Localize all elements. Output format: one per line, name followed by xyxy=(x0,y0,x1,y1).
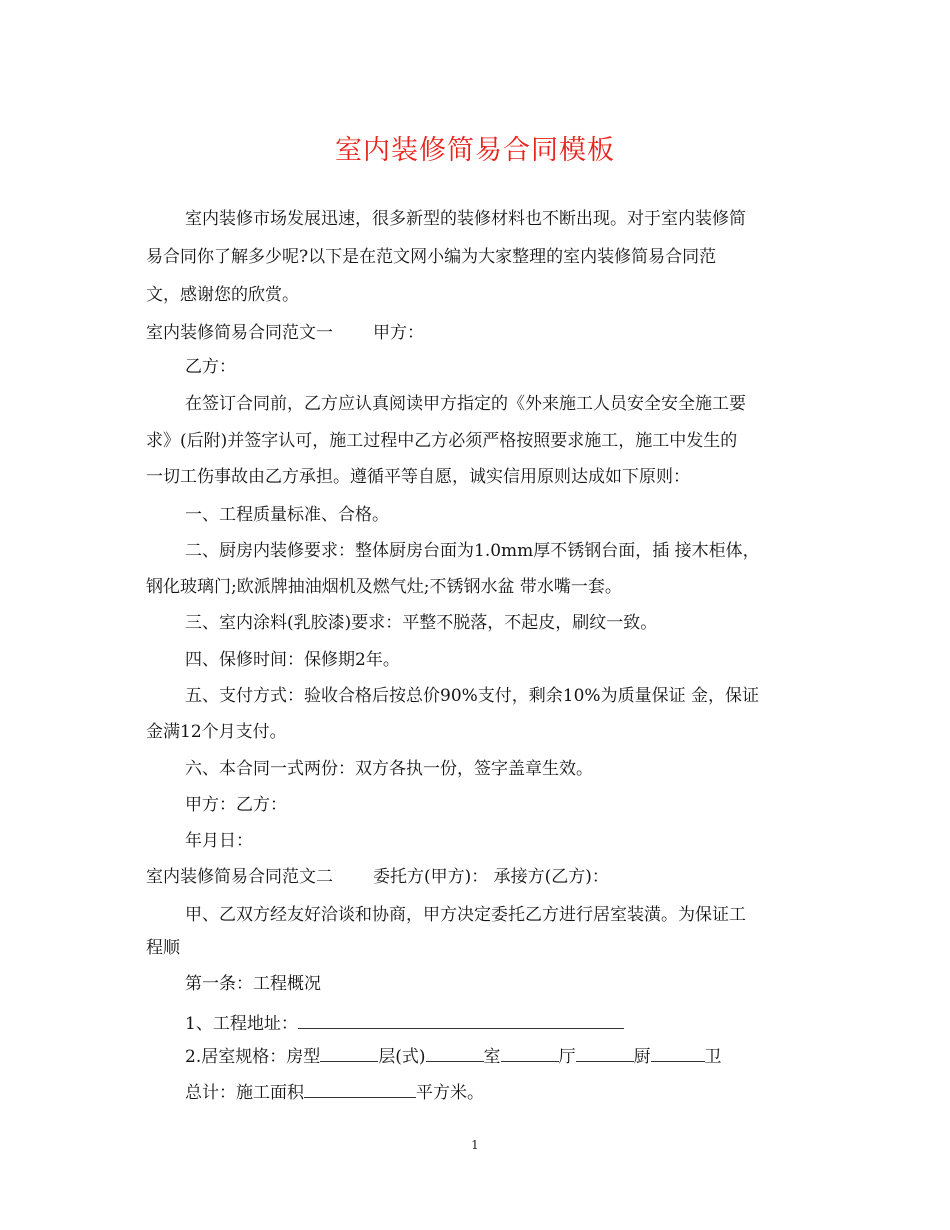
sample2-heading-row xyxy=(146,865,609,889)
sample1-party-b: 乙方： xyxy=(185,357,236,377)
layout-row xyxy=(185,1045,722,1069)
layout-ting: 厅 xyxy=(558,1047,576,1067)
intro-line-3: 文，感谢您的欣赏。 xyxy=(146,285,299,305)
clause-3: 三、室内涂料(乳胶漆)要求：平整不脱落，不起皮，刷纹一致。 xyxy=(185,613,658,633)
area-blank[interactable] xyxy=(304,1081,416,1098)
address-blank[interactable] xyxy=(298,1012,624,1029)
sample1-preamble-line-1: 在签订合同前，乙方应认真阅读甲方指定的《外来施工人员安全安全施工要 xyxy=(185,394,746,414)
intro-line-1: 室内装修市场发展迅速，很多新型的装修材料也不断出现。对于室内装修简 xyxy=(185,209,746,229)
sample2-preamble-line-2: 程顺 xyxy=(146,938,180,958)
sample2-parties: 委托方(甲方)： 承接方(乙方)： xyxy=(373,867,609,887)
layout-ceng: 层(式) xyxy=(378,1047,426,1067)
sample2-heading: 室内装修简易合同范文二 xyxy=(146,867,333,887)
clause-2-line-2: 钢化玻璃门;欧派牌抽油烟机及燃气灶;不锈钢水盆 带水嘴一套。 xyxy=(146,577,622,597)
area-suffix: 平方米。 xyxy=(416,1083,484,1103)
sample1-preamble-line-3: 一切工伤事故由乙方承担。遵循平等自愿，诚实信用原则达成如下原则： xyxy=(146,467,690,487)
layout-shi: 室 xyxy=(483,1047,501,1067)
sample1-preamble-line-2: 求》(后附)并签字认可，施工过程中乙方必须严格按照要求施工，施工中发生的 xyxy=(146,431,738,451)
clause-5-line-1: 五、支付方式：验收合格后按总价90%支付，剩余10%为质量保证 金，保证 xyxy=(185,686,759,706)
layout-blank-room[interactable] xyxy=(501,1045,559,1062)
page-number: 1 xyxy=(471,1138,479,1152)
layout-blank-floor[interactable] xyxy=(426,1045,484,1062)
clause-6: 六、本合同一式两份：双方各执一份，签字盖章生效。 xyxy=(185,759,593,779)
signature-line: 甲方：乙方： xyxy=(185,795,287,815)
intro-line-2: 易合同你了解多少呢?以下是在范文网小编为大家整理的室内装修简易合同范 xyxy=(146,247,717,267)
layout-blank-type[interactable] xyxy=(320,1045,378,1062)
address-row xyxy=(185,1012,624,1036)
layout-chu: 厨 xyxy=(633,1047,651,1067)
area-row xyxy=(185,1081,484,1105)
sample1-heading-row xyxy=(146,321,424,345)
area-prefix: 总计：施工面积 xyxy=(185,1083,304,1103)
layout-wei: 卫 xyxy=(704,1047,722,1067)
document-title: 室内装修简易合同模板 xyxy=(335,135,615,166)
date-line: 年月日： xyxy=(185,831,253,851)
sample1-party-a: 甲方： xyxy=(373,323,424,343)
clause-2-line-1: 二、厨房内装修要求：整体厨房台面为1.0mm厚不锈钢台面，插 接木柜体， xyxy=(185,541,760,561)
clause-4: 四、保修时间：保修期2年。 xyxy=(185,650,400,670)
clause-5-line-2: 金满12个月支付。 xyxy=(146,722,287,742)
clause-1: 一、工程质量标准、合格。 xyxy=(185,505,389,525)
article-1-heading: 第一条：工程概况 xyxy=(185,974,321,994)
layout-prefix: 2.居室规格：房型 xyxy=(185,1047,321,1067)
layout-blank-kitchen[interactable] xyxy=(651,1045,705,1062)
layout-blank-hall[interactable] xyxy=(576,1045,634,1062)
address-label: 1、工程地址： xyxy=(185,1014,298,1034)
sample1-heading: 室内装修简易合同范文一 xyxy=(146,323,333,343)
sample2-preamble-line-1: 甲、乙双方经友好洽谈和协商，甲方决定委托乙方进行居室装潢。为保证工 xyxy=(185,905,746,925)
